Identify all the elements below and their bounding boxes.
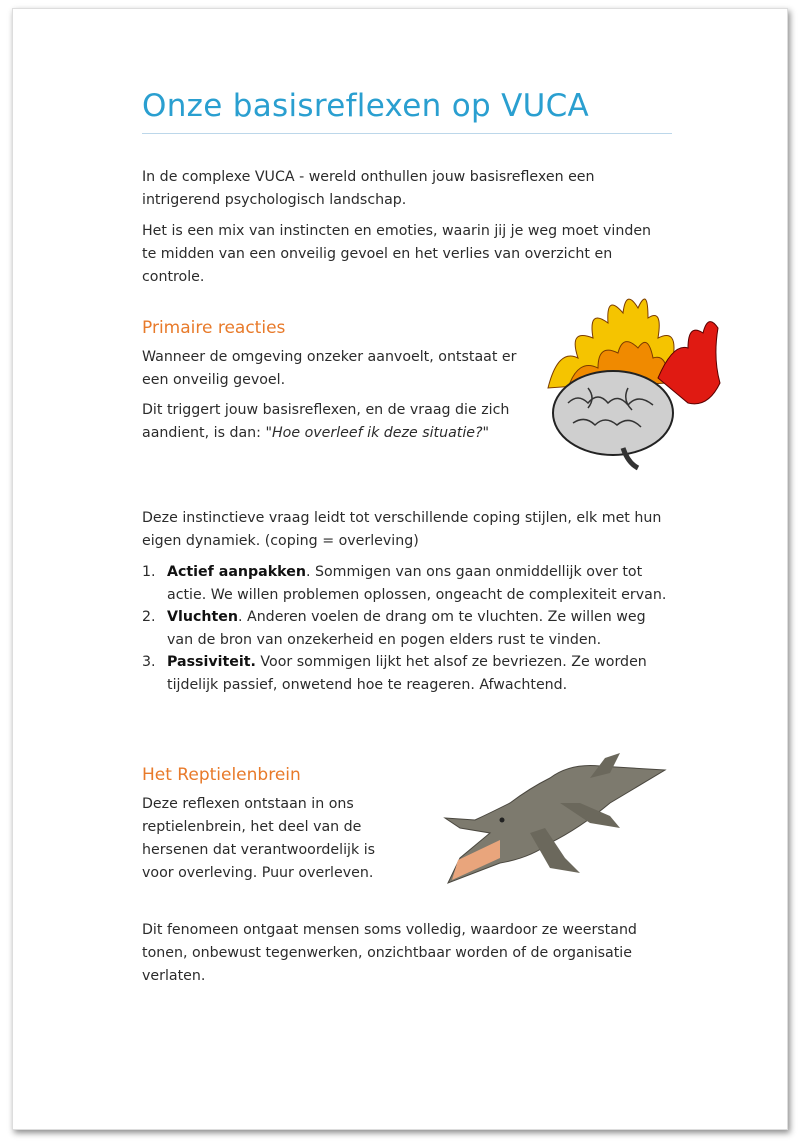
primaire-paragraph-2: Dit triggert jouw basisreflexen, en de vraag die zich aandient, is dan: "Hoe overleef ik deze situatie?"	[142, 402, 510, 441]
intro-paragraph-1: In de complexe VUCA - wereld onthullen jouw basisreflexen een intrigerend psychologisch landschap.	[142, 169, 595, 208]
reptielenbrein-text	[142, 793, 407, 885]
heading-primaire-reacties: Primaire reacties	[142, 318, 286, 338]
page-title: Onze basisreflexen op VUCA	[142, 88, 590, 124]
list-item: 1. Actief aanpakken. Sommigen van ons gaan onmiddellijk over tot actie. We willen problemen oplossen, ongeacht de complexiteit ervan.	[142, 564, 667, 603]
list-item: 3. Passiviteit. Voor sommigen lijkt het alsof ze bevriezen. Ze worden tijdelijk passief, onwetend hoe te reageren. Afwachtend.	[142, 654, 647, 693]
intro-paragraph-2: Het is een mix van instincten en emoties, waarin jij je weg moet vinden te midden van een onveilig gevoel en het verlies van overzicht en controle.	[142, 223, 652, 285]
quote: "Hoe overleef ik deze situatie?"	[265, 425, 490, 441]
primaire-reacties-text	[142, 346, 517, 445]
coping-list	[142, 561, 667, 696]
brain-on-fire-image	[538, 288, 723, 473]
primaire-paragraph-1: Wanneer de omgeving onzeker aanvoelt, ontstaat er een onveilig gevoel.	[142, 349, 517, 388]
closing-block	[142, 919, 667, 988]
coping-intro: Deze instinctieve vraag leidt tot verschillende coping stijlen, elk met hun eigen dynamiek. (coping = overleving)	[142, 510, 662, 549]
list-item: 2. Vluchten. Anderen voelen de drang om te vluchten. Ze willen weg van de bron van onzekerheid en pogen elders rust te vinden.	[142, 609, 646, 648]
heading-reptielenbrein: Het Reptielenbrein	[142, 765, 301, 785]
title-underline	[142, 133, 672, 134]
reptielenbrein-paragraph: Deze reflexen ontstaan in ons reptielenbrein, het deel van de hersenen dat verantwoordelijk is voor overleving. Puur overleven.	[142, 796, 376, 881]
coping-section	[142, 507, 667, 696]
intro-block	[142, 166, 667, 289]
crocodile-image	[440, 748, 668, 893]
closing-paragraph: Dit fenomeen ontgaat mensen soms volledig, waardoor ze weerstand tonen, onbewust tegenwerken, onzichtbaar worden of de organisatie verlaten.	[142, 922, 637, 984]
